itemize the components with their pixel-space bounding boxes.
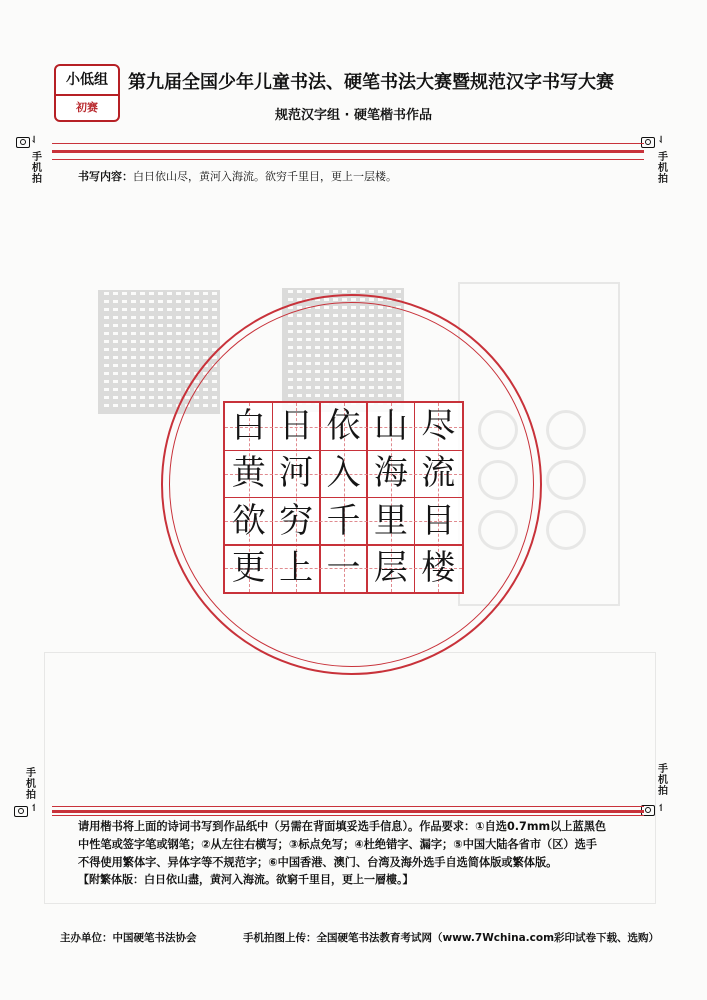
page-subtitle: 规范汉字组 · 硬笔楷书作品: [275, 108, 432, 123]
grid-cell: 白: [231, 406, 266, 446]
writing-content: [78, 168, 397, 184]
arrow-down-icon: ⇃: [30, 135, 39, 146]
circle-bleed-icon: [546, 460, 586, 500]
writing-content-text: 白日依山尽，黄河入海流。欲穷千里目，更上一层楼。: [133, 170, 397, 183]
writing-grid: [223, 401, 464, 594]
side-label-bottom-left: 手机拍: [26, 768, 36, 801]
grid-cell: 里: [373, 500, 408, 541]
grid-cell: 更: [231, 547, 266, 588]
red-rule: [52, 159, 644, 160]
grid-cell: 穷: [279, 500, 314, 541]
traditional-version-note: 【附繁体版：白日依山盡，黄河入海流。欲窮千里目，更上一層樓。】: [78, 873, 414, 886]
circle-bleed-icon: [546, 510, 586, 550]
grid-cell: 一: [326, 547, 361, 588]
side-label-top-left: 手机拍: [32, 152, 42, 185]
red-rule: [52, 143, 644, 144]
round-label: 初赛: [76, 101, 98, 114]
instructions-line: 中性笔或签字笔或钢笔；②从左往右横写；③标点免写；④杜绝错字、漏字；⑤中国大陆各省市（区）选手: [78, 838, 597, 851]
grid-cell: 黄: [231, 453, 266, 494]
instructions: [78, 818, 643, 872]
grid-cell: 流: [421, 453, 456, 494]
grid-cell: 楼: [421, 547, 456, 588]
grid-cell: 千: [326, 500, 361, 541]
side-label-top-right: 手机拍: [658, 152, 668, 185]
red-rule: [52, 815, 644, 816]
side-label-bottom-right: 手机拍: [658, 764, 668, 797]
grid-cell: 尽: [421, 406, 456, 446]
arrow-down-icon: ⇃: [657, 135, 666, 146]
grid-cell: 海: [373, 453, 408, 494]
grid-cell: 上: [279, 547, 314, 588]
camera-icon: [14, 806, 28, 817]
upload-info: 手机拍图上传：全国硬笔书法教育考试网（www.7Wchina.com彩印试卷下载、选购）: [243, 932, 660, 944]
organizer: 主办单位：中国硬笔书法协会: [60, 932, 197, 944]
writing-content-label: 书写内容：: [78, 170, 133, 183]
circle-bleed-icon: [546, 410, 586, 450]
red-rule: [52, 806, 644, 807]
instructions-line: 请用楷书将上面的诗词书写到作品纸中（另需在背面填妥选手信息）。作品要求：①自选0.7mm以上蓝黑色: [78, 820, 607, 833]
grid-cell: 河: [279, 453, 314, 494]
group-label: 小低组: [56, 66, 118, 96]
red-rule-thick: [52, 150, 644, 153]
grid-cell: 日: [279, 406, 314, 446]
arrow-up-icon: ↿: [30, 803, 39, 814]
camera-icon: [16, 137, 30, 148]
red-rule-thick: [52, 810, 644, 813]
page-title: 第九届全国少年儿童书法、硬笔书法大赛暨规范汉字书写大赛: [128, 72, 614, 93]
instructions-line: 不得使用繁体字、异体字等不规范字；⑥中国香港、澳门、台湾及海外选手自选简体版或繁体版。: [78, 856, 558, 869]
grid-cell: 山: [373, 406, 408, 446]
grid-cell: 目: [421, 500, 456, 541]
grid-cell: 层: [373, 547, 408, 588]
grid-cell: 入: [326, 453, 361, 494]
arrow-up-icon: ↿: [657, 803, 666, 814]
grid-cell: 依: [326, 406, 361, 446]
grid-cell: 欲: [231, 500, 266, 541]
